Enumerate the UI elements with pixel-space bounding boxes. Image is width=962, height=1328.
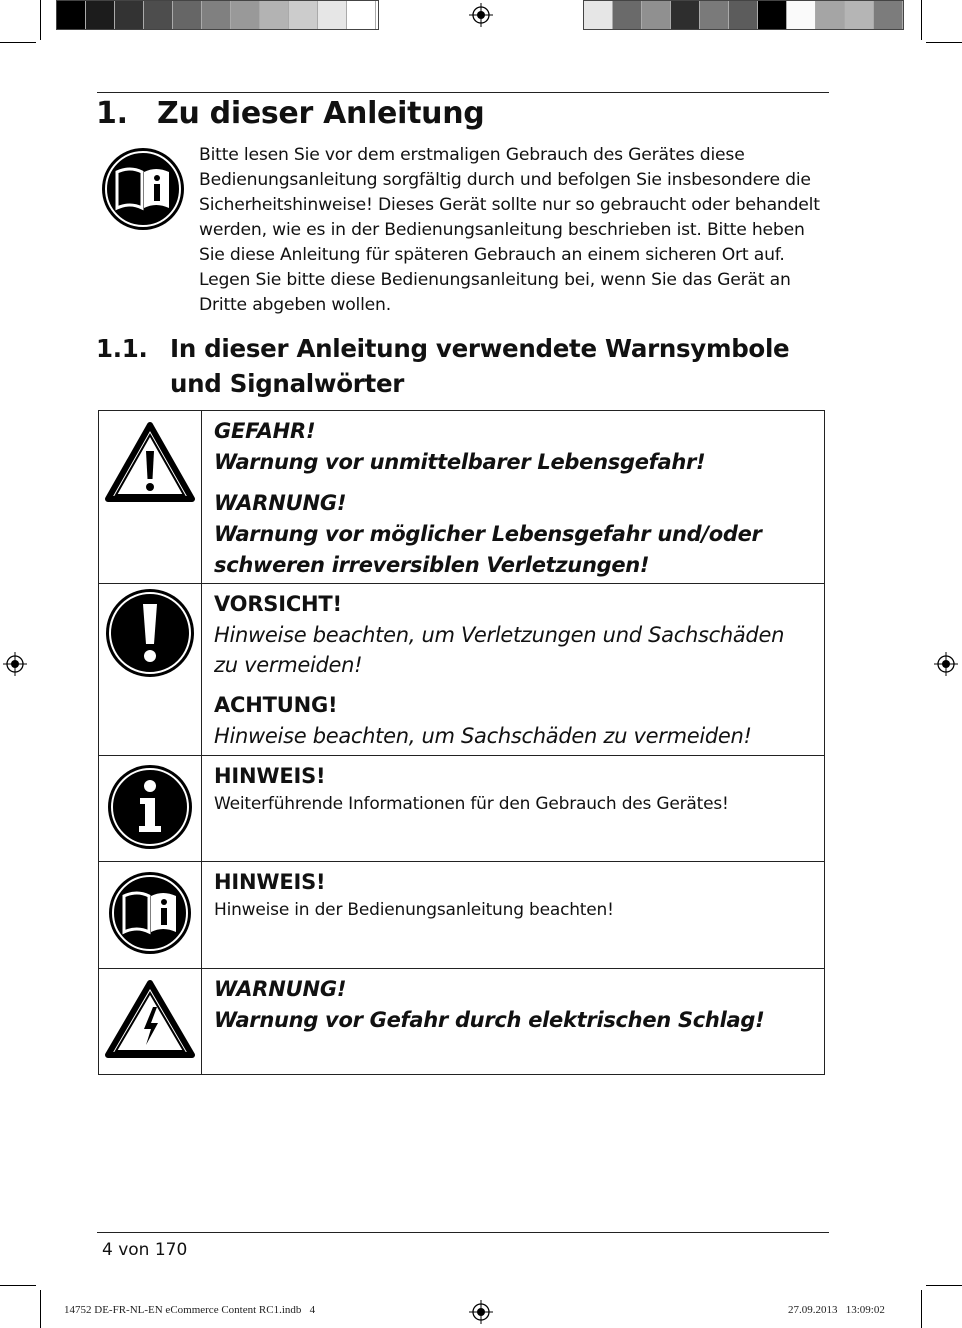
crop-mark [921, 0, 922, 40]
crop-mark [926, 42, 962, 43]
table-row [99, 411, 825, 584]
table-row [99, 862, 825, 969]
signal-word-note: HINWEIS! [214, 870, 326, 894]
caution-description: Hinweise beachten, um Verletzungen und Sachschäden zu vermeiden! [214, 623, 785, 677]
page-number: 4 von 170 [102, 1240, 188, 1260]
note-description: Weiterführende Informationen für den Gebrauch des Gerätes! [214, 794, 729, 814]
attention-description: Hinweise beachten, um Sachschäden zu vermeiden! [214, 724, 752, 748]
signal-word-caution: VORSICHT! [214, 592, 342, 616]
color-calibration-bar-left [56, 0, 379, 30]
intro-paragraph: Bitte lesen Sie vor dem erstmaligen Gebrauch des Gerätes diese Bedienungsanleitung sorgfältig durch und befolgen Sie insbesondere die Sicherheitshinweise! Dieses Gerät sollte nur so gebraucht oder behandelt werden, wie es in der Bedienungsanleitung beschrieben ist. Bitte heben Sie diese Anleitung für späteren Gebrauch an einem sicheren Ort auf. Legen Sie bitte diese Bedienungsanleitung bei, wenn Sie das Gerät an Dritte abgeben wollen. [199, 145, 820, 315]
header-rule [97, 92, 829, 93]
warning-triangle-icon [104, 421, 196, 503]
section-heading [96, 96, 484, 131]
warning-symbols-table [98, 410, 825, 1075]
color-calibration-bar-right [583, 0, 904, 30]
registration-mark-icon [469, 1300, 493, 1324]
subsection-number: 1.1. [96, 334, 148, 363]
exclamation-circle-icon [105, 588, 195, 678]
crop-mark [40, 1290, 41, 1328]
manual-book-icon [100, 146, 186, 232]
signal-word-warning: WARNUNG! [214, 977, 347, 1001]
table-row [99, 584, 825, 756]
crop-mark [0, 42, 36, 43]
registration-mark-icon [3, 652, 27, 676]
signal-word-attention: ACHTUNG! [214, 693, 338, 717]
print-slug-timestamp: 27.09.2013 13:09:02 [788, 1304, 885, 1316]
signal-word-note: HINWEIS! [214, 764, 326, 788]
footer-rule [97, 1232, 829, 1233]
section-number: 1. [96, 96, 128, 131]
subsection-title: In dieser Anleitung verwendete Warnsymbole und Signalwörter [170, 334, 790, 398]
table-row [99, 969, 825, 1075]
crop-mark [921, 1290, 922, 1328]
table-row [99, 756, 825, 862]
manual-note-description: Hinweise in der Bedienungsanleitung beachten! [214, 900, 614, 920]
registration-mark-icon [934, 652, 958, 676]
info-circle-icon [107, 764, 193, 850]
crop-mark [0, 1285, 36, 1286]
crop-mark [926, 1285, 962, 1286]
crop-mark [40, 0, 41, 40]
danger-description: Warnung vor unmittelbarer Lebensgefahr! [214, 450, 706, 474]
electric-shock-triangle-icon [104, 979, 196, 1059]
signal-word-warning: WARNUNG! [214, 491, 347, 515]
section-title: Zu dieser Anleitung [157, 96, 485, 131]
warning-description: Warnung vor möglicher Lebensgefahr und/oder schweren irreversiblen Verletzungen! [214, 522, 762, 577]
print-slug-filename: 14752 DE-FR-NL-EN eCommerce Content RC1.indb 4 [64, 1304, 316, 1316]
registration-mark-icon [469, 3, 493, 27]
electric-shock-description: Warnung vor Gefahr durch elektrischen Schlag! [214, 1008, 765, 1032]
signal-word-danger: GEFAHR! [214, 419, 316, 443]
manual-book-icon [107, 870, 193, 956]
